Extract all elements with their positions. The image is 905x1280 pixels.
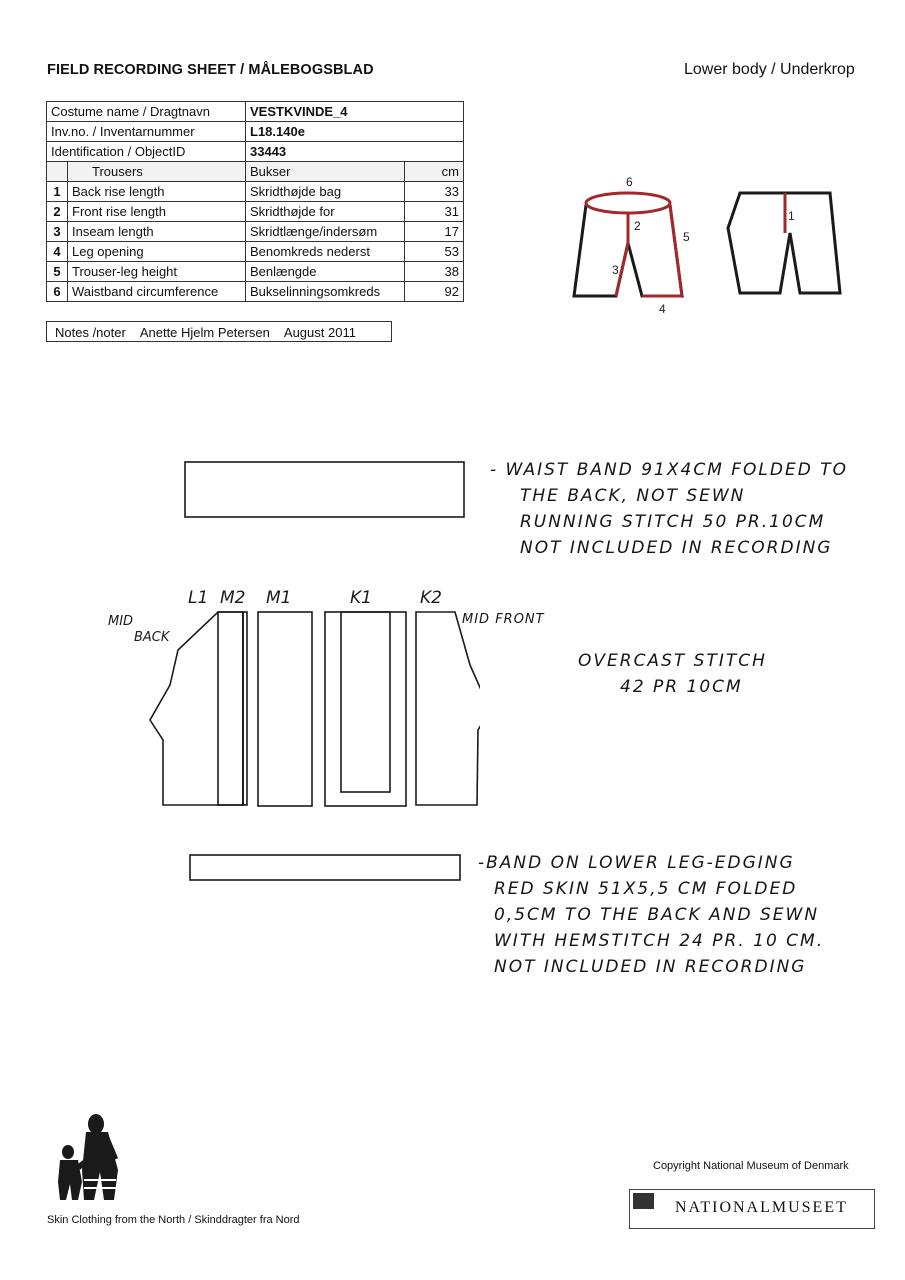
info-value: L18.140e (246, 122, 464, 142)
row-label-da: Skridthøjde for (246, 202, 405, 222)
notes-box (46, 321, 392, 342)
info-value: VESTKVINDE_4 (246, 102, 464, 122)
piece-label-m2: M2 (220, 588, 246, 608)
info-label: Costume name / Dragtnavn (47, 102, 246, 122)
row-value: 31 (405, 202, 464, 222)
front-piece-k2 (416, 612, 480, 805)
piece-k1-outer (325, 612, 406, 806)
leg-band-piece (190, 855, 460, 880)
crown-icon (633, 1193, 654, 1209)
measurement-row (47, 222, 464, 242)
piece-label-k2: K2 (420, 588, 442, 608)
museum-name: NATIONALMUSEET (675, 1199, 848, 1216)
note-line: OVERCAST STITCH (578, 651, 767, 671)
back-piece-m2 (218, 612, 243, 805)
trousers-measurement-diagram (560, 168, 860, 320)
row-value: 53 (405, 242, 464, 262)
notes-author: Anette Hjelm Petersen (139, 325, 270, 340)
row-label-en: Back rise length (68, 182, 246, 202)
row-value: 92 (405, 282, 464, 302)
row-label-en: Trouser-leg height (68, 262, 246, 282)
note-line: RED SKIN 51X5,5 CM FOLDED (494, 879, 798, 899)
measurement-row (47, 202, 464, 222)
measurement-row (47, 282, 464, 302)
row-number: 1 (47, 182, 68, 202)
body-part-label: Lower body / Underkrop (684, 61, 855, 78)
row-label-da: Benomkreds nederst (246, 242, 405, 262)
piece-label-m1: M1 (266, 588, 292, 608)
label-three: 3 (612, 263, 619, 277)
blank-cell (47, 162, 68, 182)
trouser-leg-measure-line (670, 205, 682, 296)
info-label: Identification / ObjectID (47, 142, 246, 162)
piece-label-l1: L1 (188, 588, 209, 608)
label-one: 1 (788, 209, 795, 223)
waistband-measure-line (586, 193, 670, 213)
row-value: 38 (405, 262, 464, 282)
row-label-en: Inseam length (68, 222, 246, 242)
project-label: Skin Clothing from the North / Skinddragter fra Nord (47, 1214, 300, 1226)
note-line: 42 PR 10CM (620, 677, 743, 697)
header-unit: cm (405, 162, 464, 182)
row-label-en: Leg opening (68, 242, 246, 262)
row-value: 33 (405, 182, 464, 202)
back-strip-m2 (243, 612, 247, 805)
info-row (47, 102, 464, 122)
measurement-row (47, 242, 464, 262)
notes-label: Notes /noter (55, 325, 126, 340)
mid-back-label-2: BACK (134, 630, 170, 645)
sheet-title: FIELD RECORDING SHEET / MÅLEBOGSBLAD (47, 62, 374, 78)
measurement-table (46, 101, 464, 302)
note-line: -BAND ON LOWER LEG-EDGING (478, 853, 795, 873)
row-label-da: Skridthøjde bag (246, 182, 405, 202)
leg-band-note (478, 850, 824, 980)
overcast-note (578, 648, 767, 700)
note-line: THE BACK, NOT SEWN (520, 486, 746, 506)
row-number: 2 (47, 202, 68, 222)
label-five: 5 (683, 230, 690, 244)
mid-front-label: MID FRONT (462, 612, 545, 627)
piece-k1-inner (341, 612, 390, 792)
info-value: 33443 (246, 142, 464, 162)
row-number: 4 (47, 242, 68, 262)
note-line: NOT INCLUDED IN RECORDING (520, 538, 833, 558)
note-line: WITH HEMSTITCH 24 PR. 10 CM. (494, 931, 825, 951)
info-row (47, 142, 464, 162)
info-row (47, 122, 464, 142)
row-label-da: Skridtlænge/indersøm (246, 222, 405, 242)
row-label-en: Waistband circumference (68, 282, 246, 302)
label-four: 4 (659, 302, 666, 316)
skin-clothing-logo (52, 1110, 132, 1205)
notes-date: August 2011 (283, 325, 356, 340)
row-number: 5 (47, 262, 68, 282)
row-number: 6 (47, 282, 68, 302)
header-en: Trousers (68, 162, 246, 182)
note-line: RUNNING STITCH 50 PR.10CM (520, 512, 826, 532)
note-line: - WAIST BAND 91X4CM FOLDED TO (490, 460, 848, 480)
note-line: NOT INCLUDED IN RECORDING (494, 957, 807, 977)
copyright-text: Copyright National Museum of Denmark (653, 1160, 849, 1172)
mid-back-label-1: MID (108, 614, 134, 629)
pattern-sketch (100, 455, 480, 890)
header-da: Bukser (246, 162, 405, 182)
label-two: 2 (634, 219, 641, 233)
row-label-da: Bukselinningsomkreds (246, 282, 405, 302)
waistband-piece (185, 462, 464, 517)
row-value: 17 (405, 222, 464, 242)
note-line: 0,5CM TO THE BACK AND SEWN (494, 905, 820, 925)
piece-m1 (258, 612, 312, 806)
info-label: Inv.no. / Inventarnummer (47, 122, 246, 142)
measurement-header-row (47, 162, 464, 182)
row-label-da: Benlængde (246, 262, 405, 282)
row-number: 3 (47, 222, 68, 242)
waistband-note (490, 457, 848, 561)
measurement-row (47, 262, 464, 282)
measurement-row (47, 182, 464, 202)
label-six: 6 (626, 175, 633, 189)
piece-label-k1: K1 (350, 588, 372, 608)
row-label-en: Front rise length (68, 202, 246, 222)
